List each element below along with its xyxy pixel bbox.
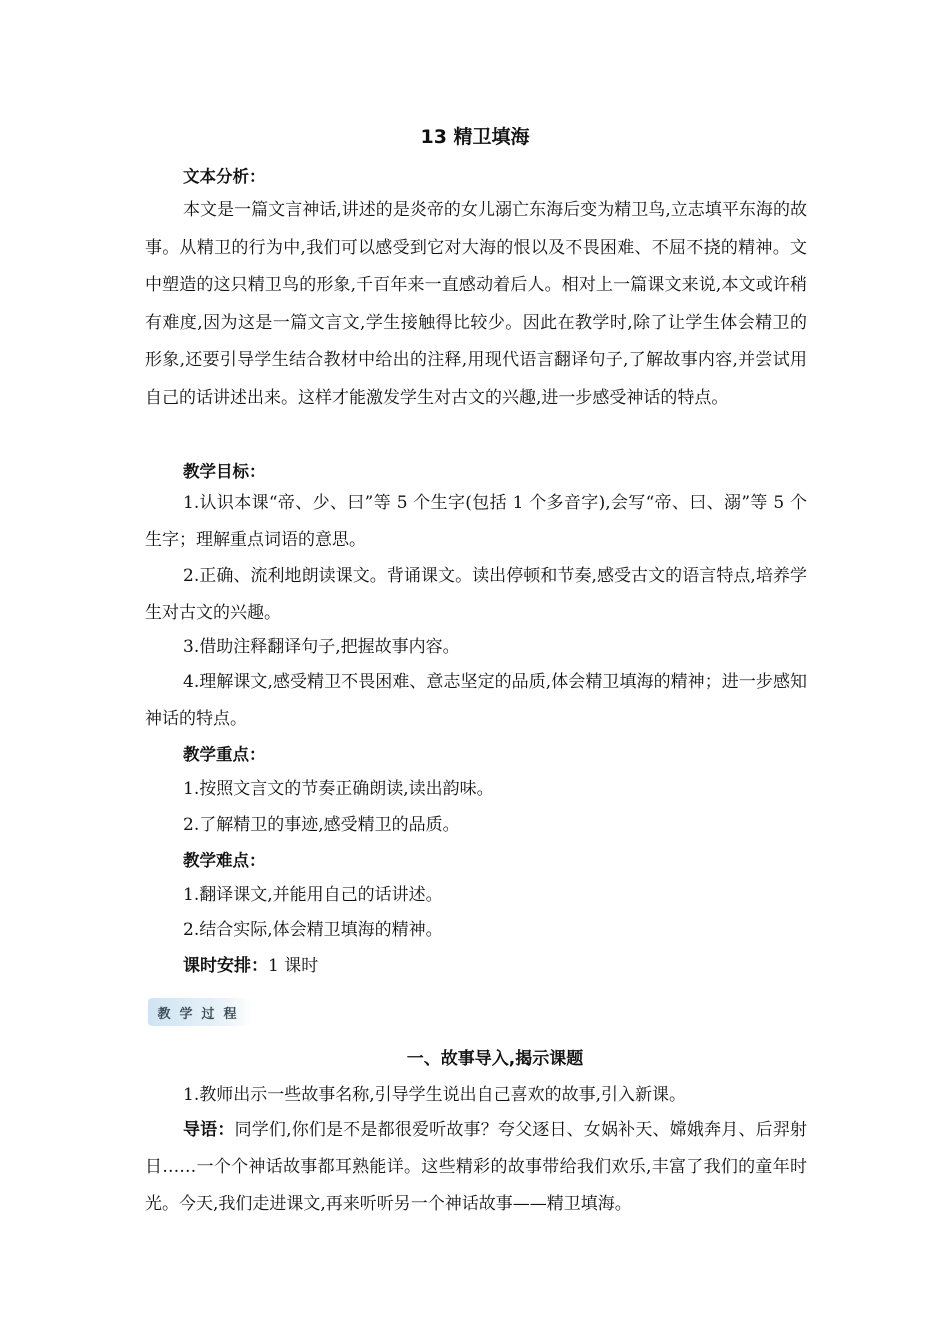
goal-item-1: 1.认识本课“帝、少、曰”等 5 个生字(包括 1 个多音字),会写“帝、曰、溺”等 5 个生字；理解重点词语的意思。: [145, 493, 807, 550]
goal-item-4: 4.理解课文,感受精卫不畏困难、意志坚定的品质,体会精卫填海的精神；进一步感知神话的特点。: [145, 672, 807, 729]
schedule-line: [183, 954, 318, 978]
intro-label: 导语：: [183, 1120, 235, 1140]
section-1-step-1: 1.教师出示一些故事名称,引导学生说出自己喜欢的故事,引入新课。: [183, 1085, 687, 1105]
badge-char: 学: [179, 1006, 193, 1022]
difficulty-item-2: 2.结合实际,体会精卫填海的精神。: [183, 920, 443, 940]
difficulty-item-1: 1.翻译课文,并能用自己的话讲述。: [183, 885, 443, 905]
teaching-process-badge: [148, 998, 253, 1026]
goal-item-3: 3.借助注释翻译句子,把握故事内容。: [183, 637, 460, 657]
text-analysis-heading: 文本分析：: [183, 167, 266, 186]
badge-char: 过: [201, 1006, 215, 1022]
section-1-intro: [145, 1112, 807, 1223]
text-analysis-body: 本文是一篇文言神话,讲述的是炎帝的女儿溺亡东海后变为精卫鸟,立志填平东海的故事。从精卫的行为中,我们可以感受到它对大海的恨以及不畏困难、不屈不挠的精神。文中塑造的这只精卫鸟的形象,千百年来一直感动着后人。相对上一篇课文来说,本文或许稍有难度,因为这是一篇文言文,学生接触得比较少。因此在教学时,除了让学生体会精卫的形象,还要引导学生结合教材中给出的注释,用现代语言翻译句子,了解故事内容,并尝试用自己的话讲述出来。这样才能激发学生对古文的兴趣,进一步感受神话的特点。: [145, 200, 807, 408]
badge-char: 教: [157, 1006, 171, 1022]
key-point-item-2: 2.了解精卫的事迹,感受精卫的品质。: [183, 815, 460, 835]
schedule-label: 课时安排：: [183, 956, 268, 976]
page-title: 13 精卫填海: [420, 126, 530, 148]
intro-text: 同学们,你们是不是都很爱听故事？夸父逐日、女娲补天、嫦娥奔月、后羿射日……一个个神话故事都耳熟能详。这些精彩的故事带给我们欢乐,丰富了我们的童年时光。今天,我们走进课文,再来听听另一个神话故事——精卫填海。: [145, 1120, 808, 1214]
schedule-value: 1 课时: [268, 956, 319, 976]
goal-item-2: 2.正确、流利地朗读课文。背诵课文。读出停顿和节奏,感受古文的语言特点,培养学生对古文的兴趣。: [145, 566, 807, 623]
badge-char: 程: [223, 1006, 237, 1022]
difficulties-heading: 教学难点：: [183, 851, 266, 870]
section-1-title: 一、故事导入,揭示课题: [406, 1049, 584, 1069]
key-point-item-1: 1.按照文言文的节奏正确朗读,读出韵味。: [183, 779, 494, 799]
key-points-heading: 教学重点：: [183, 745, 266, 764]
goals-heading: 教学目标：: [183, 462, 266, 481]
